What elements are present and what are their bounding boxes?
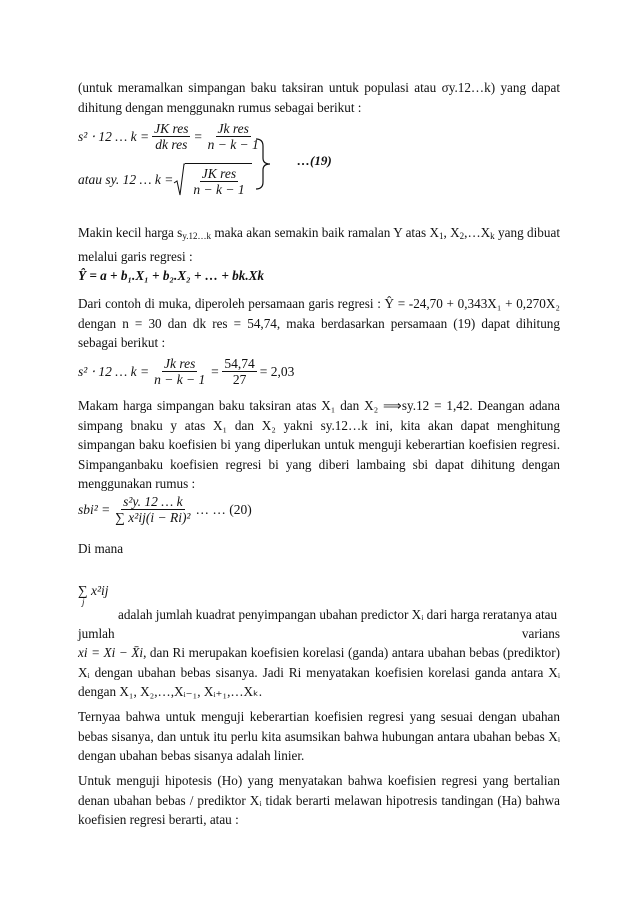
intro-paragraph: (untuk meramalkan simpangan baku taksiran untuk populasi atau σy.12…k) yang dapat dihitung dengan menggunakn rumus sebagai berikut : — [78, 80, 560, 115]
formula-sy — [78, 163, 252, 197]
formula-s2-lhs: s² ⋅ 12 … k = — [78, 363, 150, 379]
paragraph-xi-ri: xi = Xi − X̄i, dan Ri merupakan koefisien korelasi (ganda) antara ubahan bebas (prediktor) Xᵢ dengan ubahan bebas sisanya. Jadi Ri menyatakan koefisien korelasi ganda antara Xᵢ dengan X₁, X₂,…,Xᵢ₋₁, Xᵢ₊₁,…Xₖ. — [78, 645, 560, 699]
fraction-jk-n — [152, 356, 207, 387]
fraction-denominator: 27 — [232, 372, 247, 387]
fraction-numerator: JK res — [201, 166, 237, 181]
paragraph-adalah-jumlah: adalah jumlah kuadrat penyimpangan ubahan predictor Xᵢ dari harga reratanya atau — [118, 607, 558, 622]
fraction-numeric — [222, 356, 256, 387]
fraction-numerator: s²y. 12 … k — [123, 494, 183, 509]
paragraph-dari-contoh: Dari contoh di muka, diperoleh persamaan garis regresi : Ŷ = -24,70 + 0,343X₁ + 0,270X₂ dengan n = 30 dan dk res = 54,74, maka berdasarkan persamaan (19) dapat dihitung sebagai berikut : — [78, 296, 560, 350]
formula-s2-lhs: s² ⋅ 12 … k = — [78, 128, 150, 144]
fraction-jk-dk — [152, 121, 190, 152]
fraction-numerator: JK res — [154, 121, 189, 136]
fraction-under-root — [191, 166, 246, 197]
equals-sign: = — [193, 128, 203, 144]
fraction-denominator: n − k − 1 — [207, 137, 259, 152]
sigma-expression — [78, 583, 109, 607]
sigma-index: j — [82, 597, 85, 607]
fraction-numerator: Jk res — [217, 121, 249, 136]
regression-equation: Ŷ = a + b₁.X₁ + b₂.X₂ + … + bk.Xk — [78, 268, 265, 283]
formula-sbi-lhs: sbi² = — [78, 501, 111, 517]
formula-s2-computed — [78, 356, 294, 387]
equals-sign: = — [210, 363, 220, 379]
word-jumlah: jumlah — [78, 626, 115, 641]
fraction-denominator: n − k − 1 — [154, 372, 206, 387]
equation-number-20: … … (20) — [195, 501, 252, 517]
paragraph-untuk-menguji: Untuk menguji hipotesis (Ho) yang menyatakan bahwa koefisien regresi yang bertalian denan ubahan bebas / prediktor Xᵢ tidak berarti melawan hipotresis tandingan (Ha) bahwa koefisien regresi berarti, atau : — [78, 773, 560, 827]
fraction-numerator: 54,74 — [224, 356, 255, 371]
formula-sbi — [78, 494, 252, 525]
fraction-sbi — [113, 494, 192, 525]
word-varians: varians — [521, 626, 560, 641]
result-value: = 2,03 — [259, 363, 295, 379]
right-brace-icon — [254, 138, 276, 190]
square-root — [173, 163, 251, 197]
jumlah-varians-line — [78, 624, 560, 644]
formula-sy-lhs: atau sy. 12 … k = — [78, 172, 174, 187]
paragraph-ternyaa: Ternyaa bahwa untuk menguji keberartian koefisien regresi yang sesuai dengan ubahan bebas sisanya, dan untuk itu perlu kita asumsikan bahwa hubungan antara ubahan bebas Xᵢ dengan ubahan bebas sisanya adalah linier. — [78, 709, 560, 763]
sigma-sum: ∑ x²ij — [78, 583, 109, 598]
equation-number-19: …(19) — [297, 153, 332, 168]
paragraph-makam-harga: Makam harga simpangan baku taksiran atas X₁ dan X₂ ⟹sy.12 = 1,42. Deangan adana simpang bnaku y atas X₁ dan X₂ yakni sy.12…k ini, kita akan dapat menghitung simpangan baku koefisien bi yang diperlukan untuk menguji keberartian koefisien regresi. Simpanganbaku koefisien regresi bi yang diberi lambaing sbi dapat dihitung dengan menggunakan rumus : — [78, 398, 560, 491]
fraction-numerator: Jk res — [164, 356, 196, 371]
radical-sign-icon — [173, 163, 185, 197]
fraction-denominator: ∑ x²ij(i − Ri)² — [115, 510, 191, 525]
paragraph-makin-kecil: Makin kecil harga $s_{y.12\dots k}$ maka akan semakin baik ramalan Y atas $X_1$, $X_2,\dots X_k$ yang dibuat melalui garis regresi : — [78, 225, 560, 264]
xi-deviation-formula: xi = Xi − X̄i — [78, 645, 144, 660]
fraction-denominator: dk res — [155, 137, 188, 152]
fraction-jk-n — [206, 121, 261, 152]
fraction-denominator: n − k − 1 — [193, 182, 245, 197]
formula-s2 — [78, 121, 264, 152]
di-mana-label: Di mana — [78, 541, 124, 556]
